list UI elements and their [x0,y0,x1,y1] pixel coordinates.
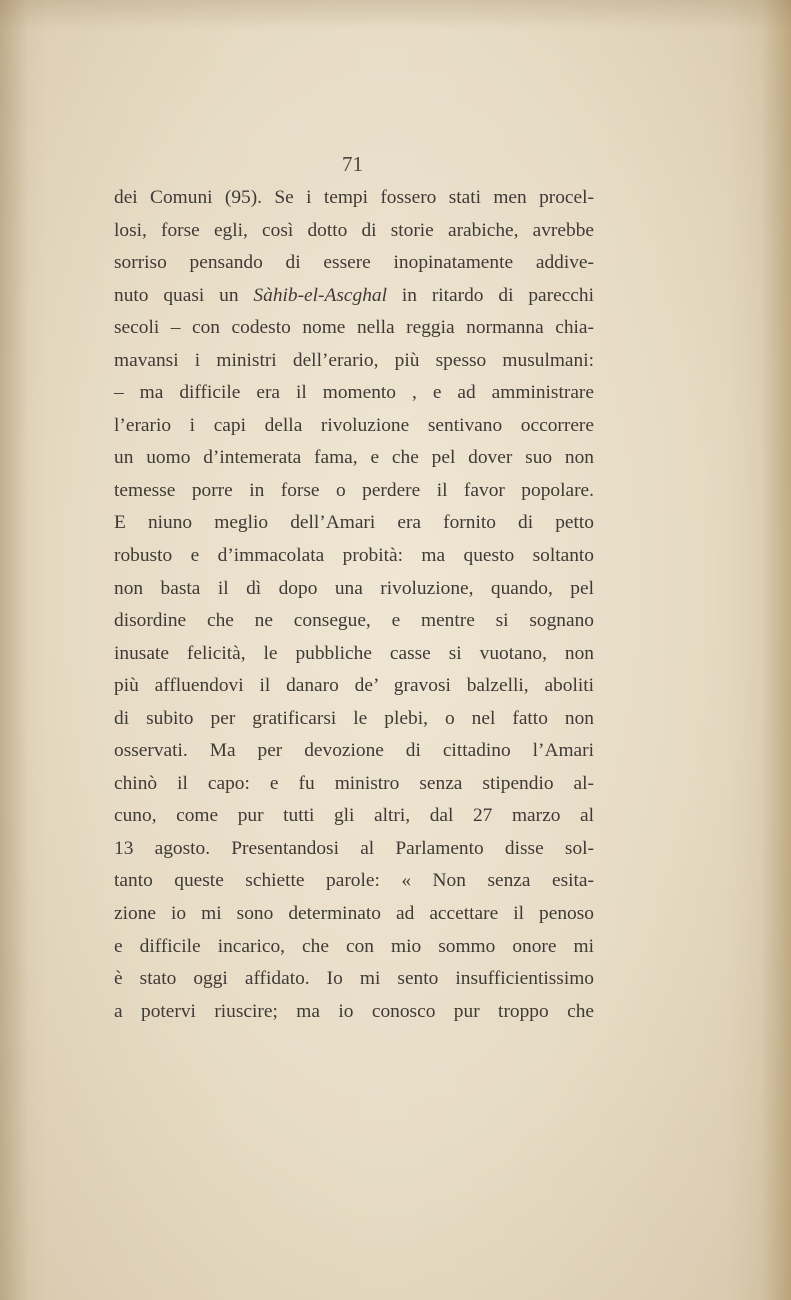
text-line: osservati. Ma per devozione di cittadino l’Amari [114,740,594,762]
text-line: e difficile incarico, che con mio sommo onore mi [114,935,594,957]
text-line: mavansi i ministri dell’erario, più spesso musulmani: [114,349,594,371]
text-line: inusate felicità, le pubbliche casse si vuotano, non [114,642,594,664]
text-line: cuno, come pur tutti gli altri, dal 27 marzo al [114,805,594,827]
text-line: secoli – con codesto nome nella reggia normanna chia- [114,317,594,339]
text-line-with-italic [114,280,594,313]
text-line: tanto queste schiette parole: « Non senza esita- [114,870,594,892]
page-edge-shadow-right [761,0,791,1300]
italic-term: Sàhib-el-Ascghal [253,284,387,306]
text-line: disordine che ne consegue, e mentre si sognano [114,610,594,632]
body-text [114,182,594,1028]
text-line: di subito per gratificarsi le plebi, o nel fatto non [114,707,594,729]
text-line: un uomo d’intemerata fama, e che pel dover suo non [114,447,594,469]
text-line: dei Comuni (95). Se i tempi fossero stati men procel- [114,187,594,208]
page-edge-shadow-left [0,0,28,1300]
text-line: chinò il capo: e fu ministro senza stipendio al- [114,772,594,794]
text-line: temesse porre in forse o perdere il favor popolare. [114,479,594,501]
text-line: E niuno meglio dell’Amari era fornito di petto [114,512,594,534]
text-line: l’erario i capi della rivoluzione sentivano occorrere [114,414,594,436]
page-edge-shadow-top [0,0,791,30]
text-line: non basta il dì dopo una rivoluzione, quando, pel [114,577,594,599]
text-line: è stato oggi affidato. Io mi sento insufficientissimo [114,968,594,990]
text-line: zione io mi sono determinato ad accettare il penoso [114,903,594,925]
text-line: più affluendovi il danaro de’ gravosi balzelli, aboliti [114,675,594,697]
page-number: 71 [342,152,363,176]
text-line: robusto e d’immacolata probità: ma questo soltanto [114,545,594,567]
text-line: 13 agosto. Presentandosi al Parlamento disse sol- [114,837,594,859]
text-segment: in ritardo di parecchi [386,284,594,306]
text-line: a potervi riuscire; ma io conosco pur troppo che [114,1000,594,1022]
text-segment: nuto quasi un [114,284,254,306]
text-line: sorriso pensando di essere inopinatamente addive- [114,252,594,274]
text-line: losi, forse egli, così dotto di storie arabiche, avrebbe [114,219,594,241]
text-line: – ma difficile era il momento , e ad amministrare [114,382,594,404]
